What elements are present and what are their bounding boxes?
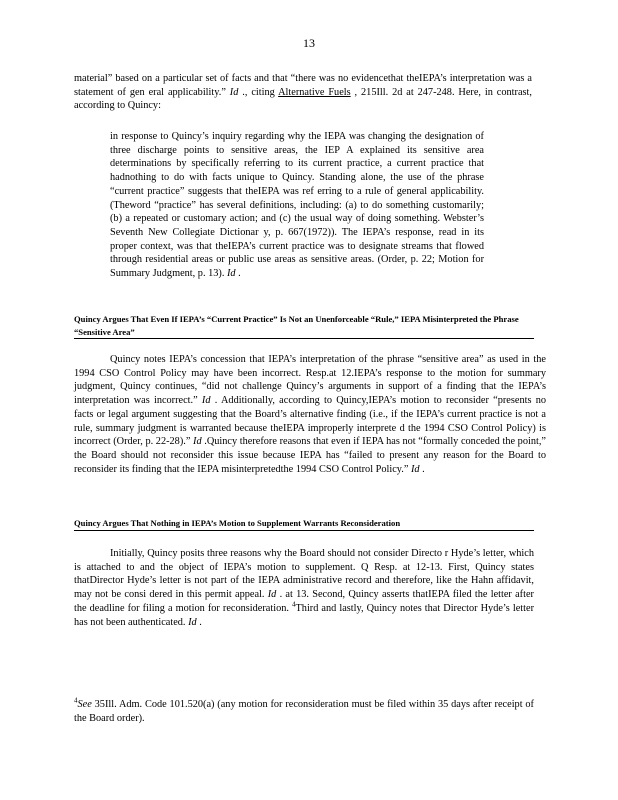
footnote-marker: 4 xyxy=(292,600,296,609)
p3-id-cite-1: Id xyxy=(267,589,277,601)
footnote-number: 4 xyxy=(74,696,78,705)
block-quote xyxy=(110,130,484,281)
p2-id-cite-2: Id xyxy=(193,436,202,448)
p1-id-cite: Id xyxy=(229,86,239,98)
section-heading-1: Quincy Argues That Even If IEPA’s “Current Practice” Is Not an Unenforceable “Rule,” IEPA Misinterpreted the Phrase “Sensitive Area” xyxy=(74,313,534,339)
page-number: 13 xyxy=(303,36,315,50)
p2-id-cite-3: Id xyxy=(411,463,420,475)
p3-text-a: Initially, Quincy posits three reasons why the Board should not consider Directo r Hyde’s letter, which is attached to and the object of IEPA’s motion to supplement. Q Resp. at 12-13. First, Quincy states thatDirector Hyde’s letter is not part of the IEPA administrative record and therefore, like the Hahn affidavit, may not be consi dered in this permit appeal. xyxy=(74,548,534,601)
quote-id-cite: Id xyxy=(226,268,236,280)
p1-text-c: , 215Ill. 2d at 247-248. Here, in contrast, according to Quincy: xyxy=(74,86,532,112)
p3-text-c: Third and lastly, Quincy notes that Director Hyde’s letter has not been authenticated. xyxy=(74,602,534,628)
p1-text-b: ., citing xyxy=(238,86,279,98)
p2-id-cite-1: Id xyxy=(201,395,211,407)
p2-text-d: . xyxy=(419,463,425,475)
section-heading-2: Quincy Argues That Nothing in IEPA’s Motion to Supplement Warrants Reconsideration xyxy=(74,517,534,531)
quote-text-a: in response to Quincy’s inquiry regarding why the IEPA was changing the designation of three discharge points to sensitive areas, the IEP A explained its sensitive area determinations by specifically referring to its current practice, a current practice that hadnothing to do with facts unique to Quincy. Standing alone, the use of the phrase “current practice” suggests that theIEPA was ref erring to a rule of general applicability. (Theword “practice” has several definitions, including: (a) to do something customarily; (b) a repeated or customary action; and (c) the usual way of doing something. Webster’s Seventh New Collegiate Dictionar y, p. 667(1972)). The IEPA’s response, read in its proper context, was that theIEPA’s current practice was to designate streams that flowed through residential areas or public use areas as sensitive areas. (Order, p. 22; Motion for Summary Judgment, p. 13). xyxy=(110,131,484,280)
footnote xyxy=(74,698,534,726)
p2-text-a: Quincy notes IEPA’s concession that IEPA’s interpretation of the phrase “sensitive area” as used in the 1994 CSO Control Policy may have been incorrect. Resp.at 12.IEPA’s response to the motion for summary judgment, Quincy continues, “did not challenge Quincy’s arguments in support of a finding that the IEPA’s interpretation was incorrect.” xyxy=(74,354,546,407)
p3-text-d: . xyxy=(196,616,202,628)
paragraph-1 xyxy=(74,72,532,113)
p2-text-c: .Quincy therefore reasons that even if IEPA has not “formally conceded the point,” the Board should not reconsider this issue because IEPA has “failed to present any reason for the Board to reconsider its finding that the IEPA misinterpretedthe 1994 CSO Control Policy.” xyxy=(74,436,546,475)
footnote-see: See xyxy=(77,699,92,710)
quote-text-b: . xyxy=(235,268,241,280)
p3-id-cite-2: Id xyxy=(188,616,197,628)
p1-text-a: material” based on a particular set of facts and that “there was no evidencethat theIEPA’s interpretation was a statement of gen eral applicability.” xyxy=(74,73,532,98)
p3-text-b: . at 13. Second, Quincy asserts thatIEPA filed the letter after the deadline for filing a motion for reconsideration. xyxy=(74,589,534,614)
case-citation: Alternative Fuels xyxy=(278,86,351,98)
paragraph-3 xyxy=(74,547,534,629)
footnote-text: 35Ill. Adm. Code 101.520(a) (any motion for reconsideration must be filed within 35 days after receipt of the Board order). xyxy=(74,699,534,724)
p2-text-b: . Additionally, according to Quincy,IEPA’s motion to reconsider “presents no facts or legal argument suggesting that the Board’s alternative finding (i.e., if the IEPA’s current practice is not a rule, summary judgment is warranted because theIEPA improperly interprete d the 1994 CSO Control Policy) is incorrect (Order, p. 22-28).” xyxy=(74,395,546,448)
paragraph-2 xyxy=(74,353,546,476)
